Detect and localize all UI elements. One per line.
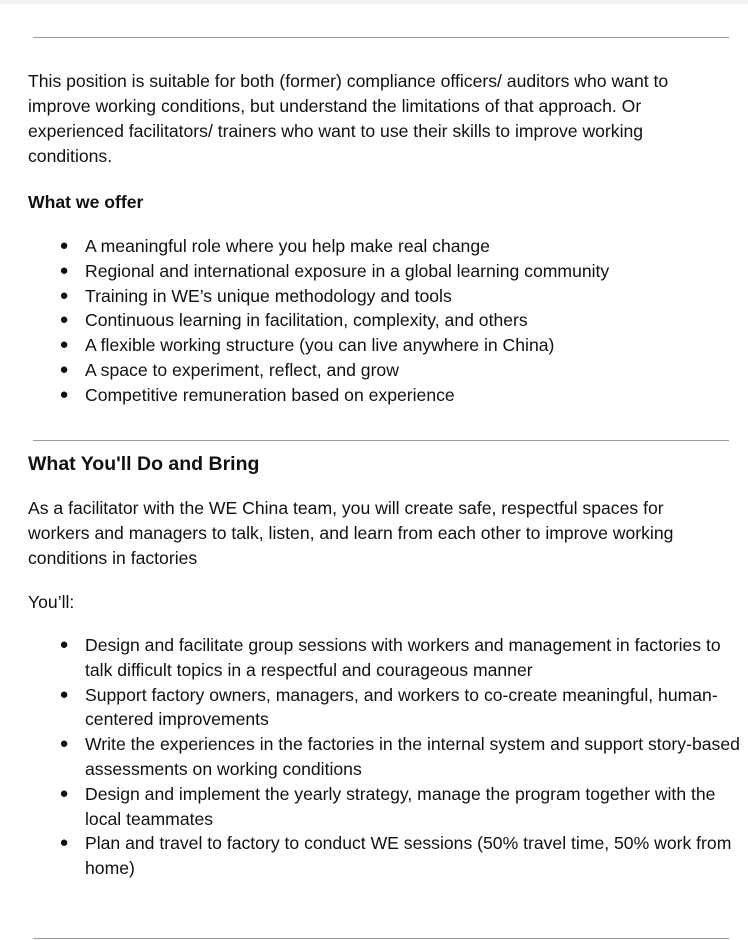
duties-heading: What You'll Do and Bring [28, 453, 260, 475]
offer-title: What we offer [28, 192, 144, 212]
bullet-icon: ● [59, 311, 69, 329]
list-item [0, 782, 740, 832]
intro-paragraph: This position is suitable for both (former) compliance officers/ auditors who want to improve working conditions, but understand the limitations of that approach. Or experienced facilitators/ trainers who want to use their skills to improve working conditions. [28, 71, 669, 166]
list-item [0, 383, 740, 408]
bullet-icon: ● [59, 784, 69, 802]
duties-lead: You’ll: [28, 592, 75, 612]
list-item [0, 831, 740, 881]
bullet-icon: ● [59, 261, 69, 279]
duties-description: As a facilitator with the WE China team, you will create safe, respectful spaces for workers and managers to talk, listen, and learn from each other to improve working conditions in factories [28, 498, 674, 568]
list-item [0, 633, 740, 683]
list-item-text: Competitive remuneration based on experience [85, 384, 455, 405]
bullet-icon: ● [59, 385, 69, 403]
list-item [0, 732, 740, 782]
bullet-icon: ● [59, 286, 69, 304]
list-item [0, 234, 740, 259]
bullet-icon: ● [59, 360, 69, 378]
list-item-text: Training in WE’s unique methodology and tools [85, 285, 452, 306]
list-item-text: Design and facilitate group sessions with workers and management in factories to talk difficult topics in a respectful and courageous manner [85, 635, 721, 680]
bullet-icon: ● [59, 834, 69, 852]
list-item-text: Design and implement the yearly strategy, manage the program together with the local teammates [85, 783, 716, 829]
list-item-text: A flexible working structure (you can live anywhere in China) [85, 335, 555, 356]
list-item [0, 683, 740, 733]
bullet-icon: ● [59, 336, 69, 354]
list-item [0, 259, 740, 284]
list-item-text: Regional and international exposure in a global learning community [85, 260, 610, 281]
list-item-text: A space to experiment, reflect, and grow [85, 359, 399, 380]
list-item [0, 333, 740, 358]
list-item-text: Plan and travel to factory to conduct WE sessions (50% travel time, 50% work from home) [85, 833, 732, 879]
list-item-text: A meaningful role where you help make real change [85, 236, 490, 256]
bullet-icon: ● [59, 735, 69, 753]
divider-middle [33, 440, 729, 441]
divider-bottom [33, 938, 729, 939]
bullet-icon: ● [59, 237, 69, 254]
list-item [0, 358, 740, 383]
bullet-icon: ● [59, 636, 69, 653]
bullet-icon: ● [59, 685, 69, 703]
list-item [0, 284, 740, 309]
top-bar [0, 0, 748, 4]
list-item-text: Write the experiences in the factories in the internal system and support story-based assessments on working conditions [85, 734, 740, 779]
list-item-text: Continuous learning in facilitation, complexity, and others [85, 310, 528, 331]
duties-list [0, 633, 740, 881]
list-item [0, 308, 740, 333]
offer-list [0, 234, 740, 408]
list-item-text: Support factory owners, managers, and workers to co-create meaningful, human-centered improvements [85, 684, 718, 730]
divider-top [33, 37, 729, 38]
